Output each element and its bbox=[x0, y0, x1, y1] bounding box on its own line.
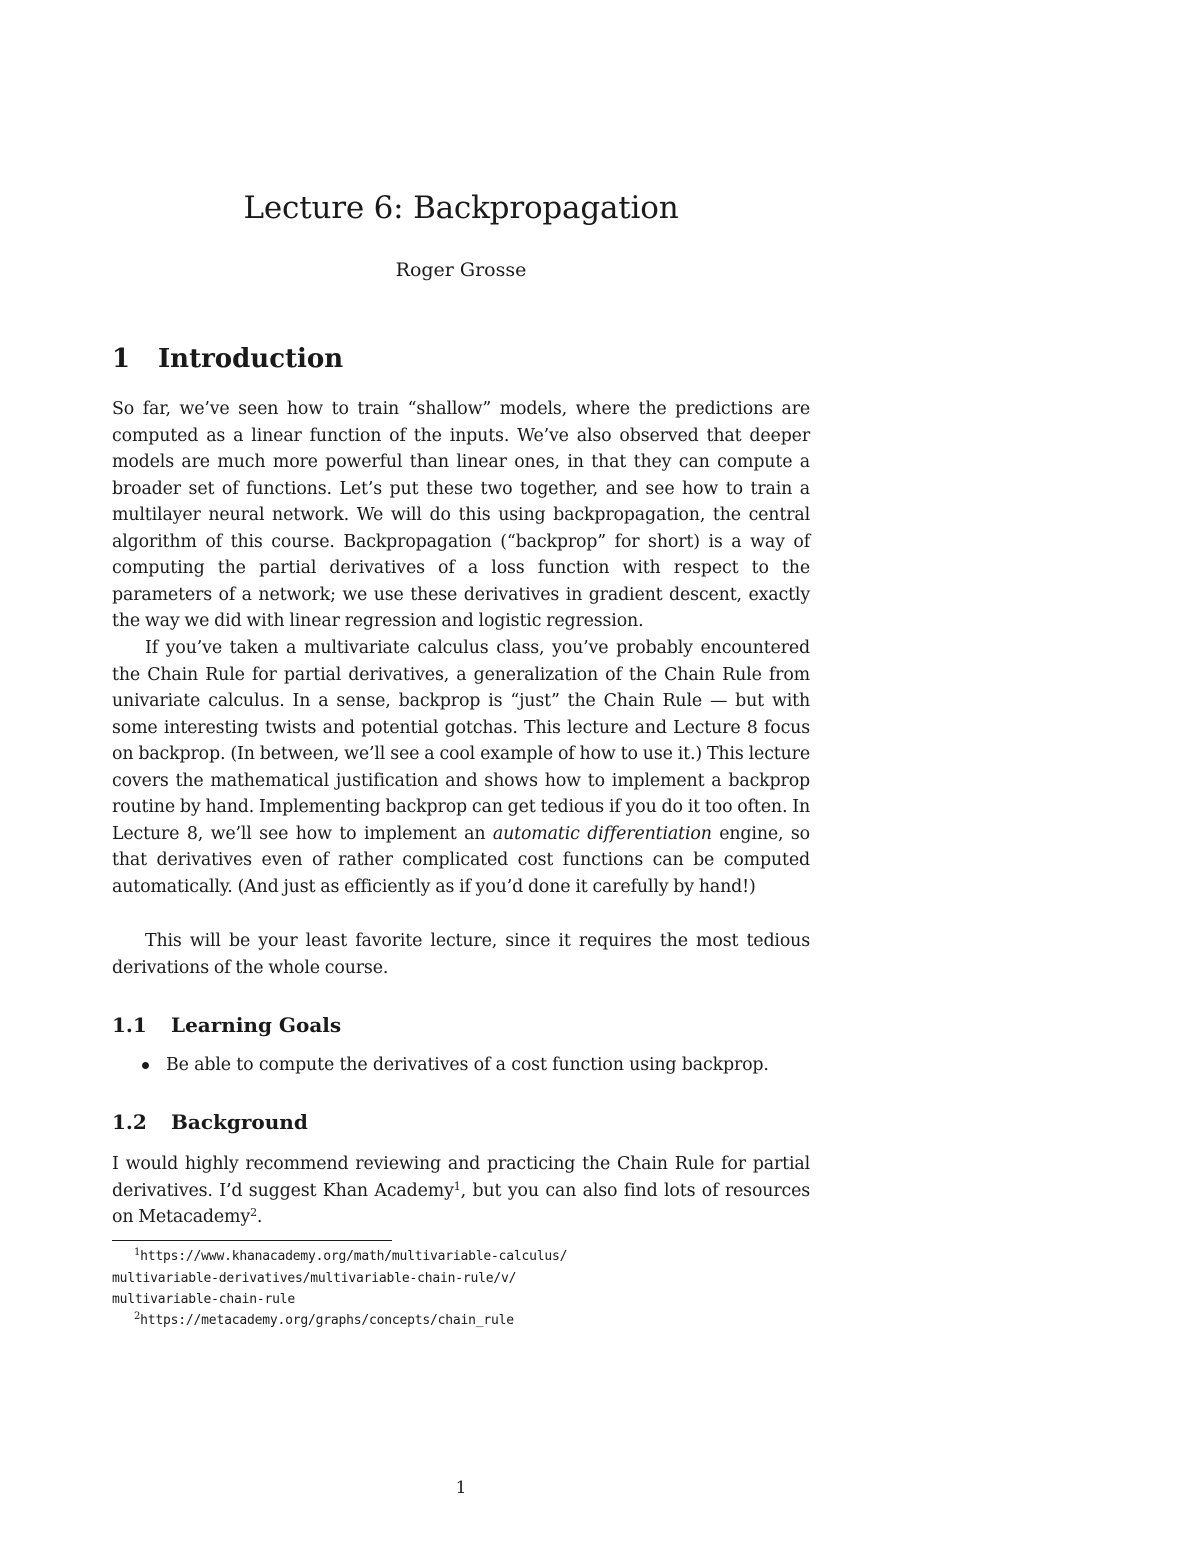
footnote-ref-1[interactable]: 1 bbox=[453, 1179, 461, 1193]
background-paragraph bbox=[112, 1151, 810, 1231]
footnote-1 bbox=[112, 1246, 812, 1311]
list-item bbox=[140, 1052, 769, 1079]
background-text-c: . bbox=[256, 1207, 263, 1227]
intro-paragraph-2-text-a: If you’ve taken a multivariate calculus class, you’ve probably encountered the Chain Rule for partial derivatives, a generalization of the Chain Rule from univariate calculus. In a sense, backprop is “just” the Chain Rule — but with some interesting twists and potential gotchas. This lecture and Lecture 8 focus on backprop. (In between, we’ll see a cool example of how to use it.) This lecture covers the mathematical justification and shows how to implement a backprop routine by hand. Implementing backprop can get tedious if you do it too often. In Lecture 8, we’ll see how to implement an bbox=[112, 638, 810, 844]
footnote-mark-2: 2 bbox=[134, 1311, 141, 1322]
footnote-2 bbox=[112, 1310, 812, 1332]
footnote-2-link[interactable]: https://metacademy.org/graphs/concepts/chain_rule bbox=[140, 1313, 514, 1328]
page-title: Lecture 6: Backpropagation bbox=[243, 190, 679, 226]
footnote-mark-1: 1 bbox=[134, 1247, 141, 1258]
emphasized-term: automatic differentiation bbox=[492, 823, 712, 844]
footnote-ref-2[interactable]: 2 bbox=[250, 1206, 257, 1219]
subsection-heading-background bbox=[112, 1107, 308, 1137]
page-number: 1 bbox=[455, 1478, 467, 1498]
subsection-number: 1.2 bbox=[112, 1110, 147, 1134]
subsection-heading-learning-goals bbox=[112, 1010, 341, 1040]
footnote-1-link-line-1[interactable]: https://www.khanacademy.org/math/multivariable-calculus/ bbox=[140, 1249, 568, 1264]
learning-goals-list bbox=[140, 1052, 769, 1079]
intro-paragraph-1: So far, we’ve seen how to train “shallow” models, where the predictions are computed as a linear function of the inputs. We’ve also observed that deeper models are much more powerful than linear ones, in that they can compute a broader set of functions. Let’s put these two together, and see how to train a multilayer neural network. We will do this using backpropagation, the central algorithm of this course. Backpropagation (“backprop” for short) is a way of computing the partial derivatives of a loss function with respect to the parameters of a network; we use these derivatives in gradient descent, exactly the way we did with linear regression and logistic regression. bbox=[112, 399, 810, 631]
background-text-a: I would highly recommend reviewing and practicing the Chain Rule for partial derivatives. I’d suggest Khan Academy bbox=[112, 1154, 810, 1201]
background-text-b: , but you can also find lots of resources on Metacademy bbox=[112, 1180, 810, 1227]
section-title: Introduction bbox=[158, 344, 344, 374]
intro-paragraph-3: This will be your least favorite lecture, since it requires the most tedious derivations of the whole course. bbox=[112, 931, 810, 978]
intro-paragraph-2 bbox=[112, 635, 810, 900]
list-item-text: Be able to compute the derivatives of a cost function using backprop. bbox=[166, 1055, 769, 1075]
footnote-1-link-line-2[interactable]: multivariable-derivatives/multivariable-chain-rule/v/ bbox=[112, 1270, 517, 1286]
subsection-title: Learning Goals bbox=[171, 1013, 342, 1037]
bullet-icon bbox=[142, 1062, 149, 1069]
section-heading-introduction bbox=[112, 340, 343, 378]
subsection-number: 1.1 bbox=[112, 1013, 147, 1037]
subsection-title: Background bbox=[171, 1110, 308, 1134]
footnote-divider bbox=[112, 1240, 392, 1241]
section-number: 1 bbox=[112, 344, 131, 374]
footnote-1-link-line-3[interactable]: multivariable-chain-rule bbox=[112, 1292, 296, 1307]
author-name: Roger Grosse bbox=[395, 259, 527, 281]
intro-paragraph-2-text-b: engine, so that derivatives even of rather complicated cost functions can be computed automatically. (And just as efficiently as if you’d done it carefully by hand!) bbox=[112, 823, 810, 897]
